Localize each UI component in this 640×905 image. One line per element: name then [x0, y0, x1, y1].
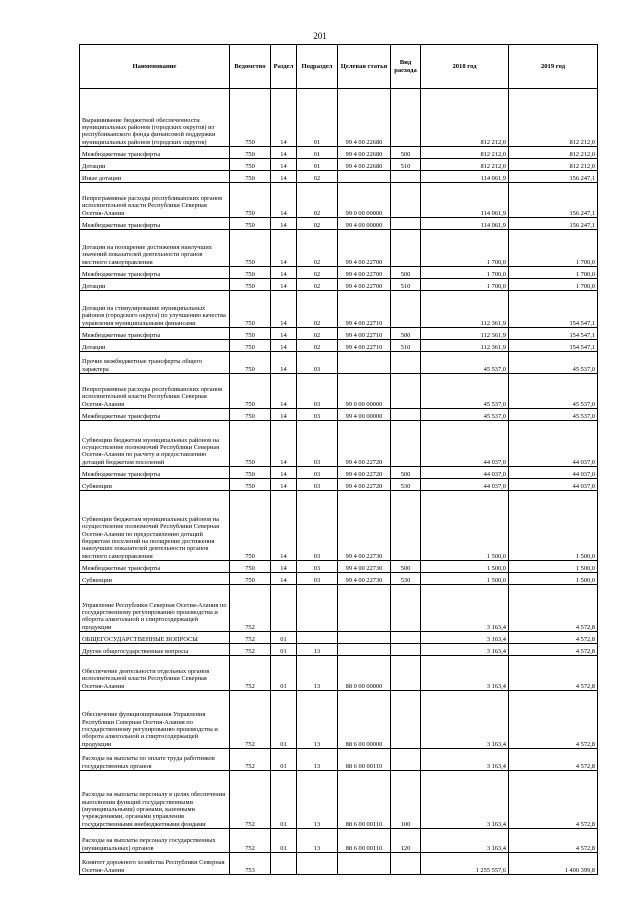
cell-dept: 750 — [230, 267, 271, 279]
cell-target — [338, 644, 391, 656]
cell-exp-type — [391, 291, 421, 328]
cell-2018: 1 500,0 — [421, 573, 509, 585]
cell-2018: 44 037,0 — [421, 421, 509, 467]
cell-exp-type: 530 — [391, 479, 421, 491]
cell-section: 01 — [271, 771, 297, 829]
cell-target: 99 4 00 22720 — [338, 421, 391, 467]
cell-2019: 4 572,8 — [509, 691, 598, 749]
cell-target — [338, 632, 391, 644]
cell-dept: 753 — [230, 853, 271, 875]
cell-section: 14 — [271, 267, 297, 279]
cell-2019: 4 572,8 — [509, 632, 598, 644]
cell-subsection: 02 — [297, 230, 338, 267]
cell-2019: 154 547,1 — [509, 340, 598, 352]
cell-target: 99 4 00 22720 — [338, 479, 391, 491]
table-row — [80, 644, 598, 656]
table-body — [80, 89, 598, 875]
cell-subsection: 13 — [297, 644, 338, 656]
cell-dept: 750 — [230, 183, 271, 218]
cell-dept: 752 — [230, 632, 271, 644]
table-row — [80, 749, 598, 771]
cell-section — [271, 853, 297, 875]
cell-2018: 114 061,9 — [421, 218, 509, 230]
cell-target: 99 4 00 22730 — [338, 561, 391, 573]
table-row — [80, 374, 598, 409]
table-row — [80, 328, 598, 340]
cell-section: 01 — [271, 632, 297, 644]
cell-exp-type — [391, 230, 421, 267]
cell-name: Расходы на выплаты по оплате труда работников государственных органов — [80, 749, 230, 771]
cell-name: Межбюджетные трансферты — [80, 267, 230, 279]
col-header-section: Раздел — [271, 45, 297, 89]
cell-2018: 45 537,0 — [421, 374, 509, 409]
cell-2019: 156 247,1 — [509, 218, 598, 230]
cell-2019: 812 212,0 — [509, 159, 598, 171]
cell-2018: 114 061,9 — [421, 183, 509, 218]
cell-target: 99 4 00 22730 — [338, 491, 391, 561]
cell-subsection: 02 — [297, 171, 338, 183]
cell-name: Расходы на выплаты персоналу государственных (муниципальных) органов — [80, 829, 230, 853]
page-number: 201 — [313, 31, 327, 41]
table-row — [80, 267, 598, 279]
cell-exp-type: 510 — [391, 279, 421, 291]
cell-subsection: 03 — [297, 491, 338, 561]
col-header-subsection: Подраздел — [297, 45, 338, 89]
cell-name: Дотации на поощрение достижения наилучших значений показателей деятельности органов местного самоуправления — [80, 230, 230, 267]
cell-exp-type: 500 — [391, 267, 421, 279]
cell-dept: 750 — [230, 279, 271, 291]
cell-name: Дотации на стимулирование муниципальных районов (городского округа) по улучшению качества управления муниципальными финансами — [80, 291, 230, 328]
cell-subsection: 13 — [297, 771, 338, 829]
cell-target: 99 4 00 22710 — [338, 291, 391, 328]
cell-subsection: 02 — [297, 328, 338, 340]
cell-2019: 812 212,0 — [509, 89, 598, 147]
cell-subsection: 03 — [297, 374, 338, 409]
cell-subsection: 03 — [297, 409, 338, 421]
cell-subsection: 03 — [297, 573, 338, 585]
cell-target: 99 4 00 22700 — [338, 267, 391, 279]
cell-dept: 752 — [230, 656, 271, 691]
cell-2018: 1 500,0 — [421, 561, 509, 573]
cell-subsection: 03 — [297, 479, 338, 491]
cell-exp-type: 500 — [391, 561, 421, 573]
table-row — [80, 573, 598, 585]
cell-section: 14 — [271, 491, 297, 561]
cell-section: 14 — [271, 340, 297, 352]
cell-target: 99 4 00 22730 — [338, 573, 391, 585]
cell-dept: 750 — [230, 491, 271, 561]
cell-2019: 1 700,0 — [509, 230, 598, 267]
cell-2019: 44 037,0 — [509, 479, 598, 491]
cell-name: Межбюджетные трансферты — [80, 409, 230, 421]
cell-exp-type: 510 — [391, 159, 421, 171]
cell-2019: 1 500,0 — [509, 561, 598, 573]
cell-2018: 3 163,4 — [421, 644, 509, 656]
table-row — [80, 89, 598, 147]
cell-name: Межбюджетные трансферты — [80, 561, 230, 573]
cell-2018: 1 700,0 — [421, 230, 509, 267]
cell-2019: 154 547,1 — [509, 291, 598, 328]
cell-section: 14 — [271, 328, 297, 340]
cell-2018: 3 163,4 — [421, 691, 509, 749]
cell-name: Межбюджетные трансферты — [80, 218, 230, 230]
cell-target: 99 4 00 22700 — [338, 230, 391, 267]
table-row — [80, 159, 598, 171]
cell-dept: 752 — [230, 585, 271, 632]
cell-2018: 44 037,0 — [421, 467, 509, 479]
cell-exp-type — [391, 352, 421, 374]
table-row — [80, 218, 598, 230]
cell-2019: 1 700,0 — [509, 279, 598, 291]
cell-section: 14 — [271, 89, 297, 147]
cell-2019: 44 037,0 — [509, 421, 598, 467]
cell-target: 88 6 00 00000 — [338, 691, 391, 749]
budget-table — [79, 44, 598, 875]
table-row — [80, 279, 598, 291]
cell-section: 14 — [271, 573, 297, 585]
cell-2019: 154 547,1 — [509, 328, 598, 340]
table-header — [80, 45, 598, 89]
cell-dept: 750 — [230, 467, 271, 479]
cell-dept: 750 — [230, 340, 271, 352]
cell-exp-type: 530 — [391, 573, 421, 585]
cell-subsection: 01 — [297, 147, 338, 159]
col-header-name: Наименование — [80, 45, 230, 89]
cell-2019: 1 400 399,8 — [509, 853, 598, 875]
cell-section: 14 — [271, 467, 297, 479]
cell-exp-type — [391, 853, 421, 875]
cell-exp-type — [391, 171, 421, 183]
cell-2018: 45 537,0 — [421, 409, 509, 421]
cell-name: Субвенции бюджетам муниципальных районов на осуществление полномочий Республики Северная Осетия-Алания по расчету и предоставлению дотаций бюджетам поселений — [80, 421, 230, 467]
cell-section: 14 — [271, 171, 297, 183]
cell-name: Межбюджетные трансферты — [80, 328, 230, 340]
cell-name: Обеспечение деятельности отдельных органов исполнительной власти Республики Северная Осетия-Алания — [80, 656, 230, 691]
cell-2018: 112 361,9 — [421, 340, 509, 352]
cell-name: Выравнивание бюджетной обеспеченности муниципальных районов (городских округов) из республиканского фонда финансовой поддержки муниципальных районов (городских округов) — [80, 89, 230, 147]
cell-target: 99 0 00 00000 — [338, 374, 391, 409]
col-header-2018: 2018 год — [421, 45, 509, 89]
cell-dept: 750 — [230, 374, 271, 409]
table-row — [80, 853, 598, 875]
cell-exp-type: 500 — [391, 147, 421, 159]
cell-dept: 752 — [230, 691, 271, 749]
cell-dept: 752 — [230, 644, 271, 656]
cell-2018: 3 163,4 — [421, 656, 509, 691]
cell-subsection: 13 — [297, 829, 338, 853]
col-header-2019: 2019 год — [509, 45, 598, 89]
cell-subsection: 02 — [297, 279, 338, 291]
cell-target — [338, 352, 391, 374]
cell-exp-type — [391, 409, 421, 421]
cell-2018: 45 537,0 — [421, 352, 509, 374]
table-row — [80, 656, 598, 691]
cell-subsection: 03 — [297, 352, 338, 374]
cell-dept: 750 — [230, 421, 271, 467]
cell-name: Субвенции бюджетам муниципальных районов на осуществление полномочий Республики Северная Осетия-Алания по предоставлению дотаций бюджетам поселений на поощрение достижения наилучших показателей деятельности органов местного самоуправления — [80, 491, 230, 561]
cell-2019: 45 537,0 — [509, 352, 598, 374]
cell-section: 14 — [271, 147, 297, 159]
cell-name: Прочие межбюджетные трансферты общего характера — [80, 352, 230, 374]
cell-2019: 4 572,8 — [509, 656, 598, 691]
cell-subsection — [297, 585, 338, 632]
cell-section: 14 — [271, 409, 297, 421]
cell-2019: 1 700,0 — [509, 267, 598, 279]
cell-subsection: 02 — [297, 183, 338, 218]
cell-subsection: 03 — [297, 467, 338, 479]
cell-target — [338, 171, 391, 183]
cell-exp-type — [391, 421, 421, 467]
cell-name: Комитет дорожного хозяйства Республики Северная Осетия-Алания — [80, 853, 230, 875]
cell-target: 99 4 00 22680 — [338, 89, 391, 147]
cell-section: 14 — [271, 421, 297, 467]
cell-subsection: 01 — [297, 89, 338, 147]
cell-section: 14 — [271, 159, 297, 171]
cell-exp-type — [391, 656, 421, 691]
cell-subsection: 03 — [297, 561, 338, 573]
cell-exp-type: 100 — [391, 771, 421, 829]
cell-target: 99 4 00 22710 — [338, 340, 391, 352]
table-row — [80, 491, 598, 561]
cell-name: Непрограммные расходы республиканских органов исполнительной власти Республики Северная Осетия-Алания — [80, 183, 230, 218]
cell-target: 99 4 00 22680 — [338, 147, 391, 159]
cell-2018: 1 255 557,6 — [421, 853, 509, 875]
table-row — [80, 147, 598, 159]
cell-2018: 3 163,4 — [421, 771, 509, 829]
cell-target: 99 4 00 22700 — [338, 279, 391, 291]
cell-name: Управление Республики Северная Осетия-Алания по государственному регулированию производства и оборота алкогольной и спиртосодержащей продукции — [80, 585, 230, 632]
cell-exp-type — [391, 749, 421, 771]
cell-name: Обеспечение функционирования Управления Республики Северная Осетия-Алания по государственному регулированию производства и оборота алкогольной и спиртосодержащей продукции — [80, 691, 230, 749]
cell-2018: 1 500,0 — [421, 491, 509, 561]
cell-dept: 752 — [230, 829, 271, 853]
cell-name: Дотации — [80, 340, 230, 352]
cell-exp-type: 120 — [391, 829, 421, 853]
cell-2019: 4 572,8 — [509, 644, 598, 656]
cell-subsection — [297, 853, 338, 875]
cell-dept: 750 — [230, 147, 271, 159]
table-row — [80, 632, 598, 644]
cell-name: Межбюджетные трансферты — [80, 467, 230, 479]
cell-section: 14 — [271, 183, 297, 218]
table-row — [80, 585, 598, 632]
cell-dept: 750 — [230, 328, 271, 340]
cell-target: 88 0 00 00000 — [338, 656, 391, 691]
cell-exp-type — [391, 374, 421, 409]
cell-target: 99 4 00 00000 — [338, 218, 391, 230]
cell-name: Расходы на выплаты персоналу в целях обеспечения выполнения функций государственными (муниципальными) органами, казенными учреждениями, органами управления государственными внебюджетными фондами — [80, 771, 230, 829]
cell-dept: 750 — [230, 479, 271, 491]
cell-name: Межбюджетные трансферты — [80, 147, 230, 159]
cell-exp-type — [391, 218, 421, 230]
cell-2018: 1 700,0 — [421, 279, 509, 291]
cell-section — [271, 585, 297, 632]
cell-subsection: 01 — [297, 159, 338, 171]
cell-2018: 112 361,9 — [421, 328, 509, 340]
table-row — [80, 467, 598, 479]
cell-exp-type — [391, 89, 421, 147]
table-row — [80, 183, 598, 218]
cell-2018: 112 361,9 — [421, 291, 509, 328]
cell-exp-type — [391, 691, 421, 749]
cell-dept: 750 — [230, 159, 271, 171]
cell-exp-type — [391, 183, 421, 218]
cell-section: 14 — [271, 352, 297, 374]
cell-target — [338, 853, 391, 875]
cell-exp-type — [391, 644, 421, 656]
cell-target — [338, 585, 391, 632]
cell-2018: 114 061,9 — [421, 171, 509, 183]
table-row — [80, 829, 598, 853]
table-row — [80, 561, 598, 573]
cell-2018: 3 163,4 — [421, 585, 509, 632]
cell-dept: 750 — [230, 230, 271, 267]
cell-exp-type — [391, 585, 421, 632]
cell-section: 14 — [271, 218, 297, 230]
cell-exp-type: 500 — [391, 467, 421, 479]
cell-section: 14 — [271, 479, 297, 491]
table-row — [80, 479, 598, 491]
cell-dept: 750 — [230, 291, 271, 328]
cell-exp-type: 510 — [391, 340, 421, 352]
col-header-dept: Ведомство — [230, 45, 271, 89]
cell-section: 14 — [271, 291, 297, 328]
cell-exp-type — [391, 491, 421, 561]
cell-2018: 3 163,4 — [421, 829, 509, 853]
table-row — [80, 340, 598, 352]
cell-section: 01 — [271, 656, 297, 691]
cell-dept: 750 — [230, 561, 271, 573]
cell-subsection: 02 — [297, 291, 338, 328]
cell-section: 14 — [271, 279, 297, 291]
cell-2019: 156 247,1 — [509, 183, 598, 218]
cell-2019: 4 572,8 — [509, 829, 598, 853]
table-row — [80, 409, 598, 421]
cell-name: ОБЩЕГОСУДАРСТВЕННЫЕ ВОПРОСЫ — [80, 632, 230, 644]
cell-subsection: 13 — [297, 749, 338, 771]
cell-2019: 45 537,0 — [509, 409, 598, 421]
cell-2019: 1 500,0 — [509, 573, 598, 585]
table-row — [80, 171, 598, 183]
cell-dept: 750 — [230, 171, 271, 183]
cell-section: 14 — [271, 230, 297, 267]
cell-dept: 750 — [230, 218, 271, 230]
cell-2018: 812 212,0 — [421, 89, 509, 147]
cell-name: Субвенции — [80, 479, 230, 491]
cell-section: 01 — [271, 691, 297, 749]
cell-name: Дотации — [80, 279, 230, 291]
cell-dept: 752 — [230, 771, 271, 829]
cell-name: Субвенции — [80, 573, 230, 585]
table-row — [80, 771, 598, 829]
col-header-exp-type: Вид расхода — [391, 45, 421, 89]
cell-dept: 750 — [230, 89, 271, 147]
cell-2019: 44 037,0 — [509, 467, 598, 479]
cell-dept: 750 — [230, 573, 271, 585]
cell-2019: 4 572,8 — [509, 585, 598, 632]
table-row — [80, 230, 598, 267]
cell-section: 01 — [271, 749, 297, 771]
cell-subsection: 02 — [297, 267, 338, 279]
cell-2018: 812 212,0 — [421, 159, 509, 171]
cell-target: 88 6 00 00110 — [338, 749, 391, 771]
cell-name: Иные дотации — [80, 171, 230, 183]
cell-2018: 44 037,0 — [421, 479, 509, 491]
cell-subsection: 03 — [297, 421, 338, 467]
table-row — [80, 352, 598, 374]
cell-subsection: 13 — [297, 656, 338, 691]
cell-target: 88 6 00 00110 — [338, 829, 391, 853]
cell-name: Другие общегосударственные вопросы — [80, 644, 230, 656]
table-row — [80, 291, 598, 328]
cell-target: 99 4 00 22720 — [338, 467, 391, 479]
cell-2018: 3 163,4 — [421, 749, 509, 771]
cell-dept: 750 — [230, 352, 271, 374]
table-row — [80, 421, 598, 467]
cell-2019: 4 572,8 — [509, 771, 598, 829]
cell-2019: 4 572,8 — [509, 749, 598, 771]
cell-target: 99 0 00 00000 — [338, 183, 391, 218]
cell-dept: 750 — [230, 409, 271, 421]
cell-subsection: 02 — [297, 218, 338, 230]
cell-section: 01 — [271, 644, 297, 656]
cell-target: 99 4 00 22710 — [338, 328, 391, 340]
cell-section: 14 — [271, 374, 297, 409]
cell-2019: 812 212,0 — [509, 147, 598, 159]
cell-section: 01 — [271, 829, 297, 853]
cell-2019: 45 537,0 — [509, 374, 598, 409]
table-row — [80, 691, 598, 749]
col-header-target: Целевая статья — [338, 45, 391, 89]
cell-subsection: 02 — [297, 340, 338, 352]
cell-exp-type: 500 — [391, 328, 421, 340]
cell-name: Непрограммные расходы республиканских органов исполнительной власти Республики Северная Осетия-Алания — [80, 374, 230, 409]
cell-2019: 1 500,0 — [509, 491, 598, 561]
cell-subsection — [297, 632, 338, 644]
cell-2019: 156 247,1 — [509, 171, 598, 183]
cell-2018: 1 700,0 — [421, 267, 509, 279]
cell-section: 14 — [271, 561, 297, 573]
cell-target: 88 6 00 00110 — [338, 771, 391, 829]
cell-target: 99 4 00 00000 — [338, 409, 391, 421]
cell-exp-type — [391, 632, 421, 644]
cell-target: 99 4 00 22680 — [338, 159, 391, 171]
cell-subsection: 13 — [297, 691, 338, 749]
cell-dept: 752 — [230, 749, 271, 771]
cell-2018: 812 212,0 — [421, 147, 509, 159]
cell-2018: 3 163,4 — [421, 632, 509, 644]
cell-name: Дотации — [80, 159, 230, 171]
